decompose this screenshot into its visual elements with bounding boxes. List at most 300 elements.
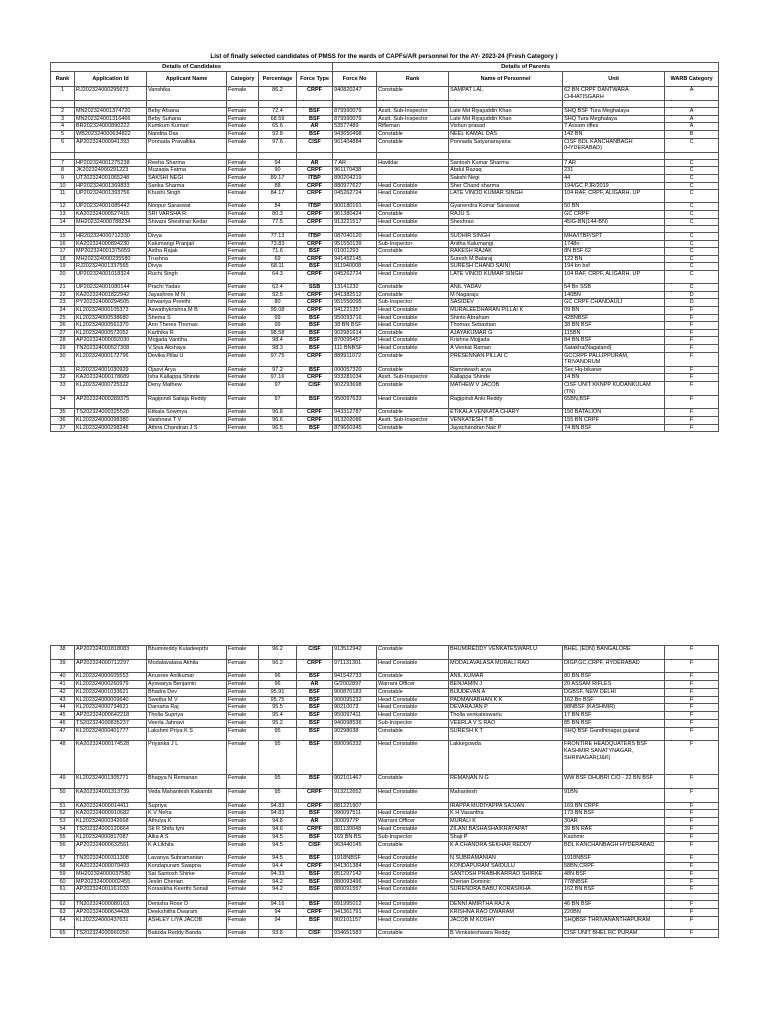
cell-category: Female <box>227 263 259 271</box>
cell-force-no: 950093716 <box>333 314 377 322</box>
cell-applicant-name: Ishwariya Preethi <box>147 299 227 307</box>
cell-application-id: MN202324001374720 <box>75 108 147 116</box>
cell-warb-category: F <box>665 916 719 930</box>
cell-warb-category: C <box>665 210 719 218</box>
cell-warb-category: F <box>665 930 719 938</box>
table-row <box>51 352 719 366</box>
cell-personnel-name: SURESH K T <box>449 727 563 741</box>
cell-category: Female <box>227 167 259 175</box>
cell-personnel-rank: Constable <box>377 366 449 374</box>
cell-rank: 55 <box>51 833 75 841</box>
table-row <box>51 284 719 292</box>
cell-category: Female <box>227 329 259 337</box>
cell-unit: FRONTIRE HEADQUATERS BSF KASHMIR SANATYNAGAR, SHRINAGAR(J&K) <box>563 741 665 775</box>
cell-force-type: CRPF <box>297 374 333 382</box>
cell-personnel-rank: Constable <box>377 646 449 660</box>
cell-rank: 26 <box>51 322 75 330</box>
cell-application-id: KL202324000725322 <box>75 381 147 395</box>
cell-percentage: 99.08 <box>259 307 297 315</box>
cell-percentage <box>259 894 297 901</box>
cell-percentage: 98.3 <box>259 345 297 353</box>
table-row <box>51 741 719 775</box>
cell-unit: 194 bn bsf <box>563 263 665 271</box>
cell-force-no: 943650498 <box>333 130 377 138</box>
cell-category: Female <box>227 381 259 395</box>
cell-rank: 12 <box>51 203 75 211</box>
cell-warb-category: F <box>665 307 719 315</box>
cell-rank: 38 <box>51 646 75 660</box>
cell-warb-category: F <box>665 878 719 886</box>
cell-category: Female <box>227 210 259 218</box>
cell-percentage: 97.2 <box>259 366 297 374</box>
cell-category: Female <box>227 182 259 190</box>
cell-percentage: 98.58 <box>259 329 297 337</box>
column-header-category: Category <box>227 72 259 87</box>
table-row <box>51 788 719 802</box>
cell-personnel-rank: Sub-Inspector <box>377 299 449 307</box>
cell-force-no: 890204219 <box>333 174 377 182</box>
cell-rank: 57 <box>51 855 75 863</box>
cell-percentage: 99 <box>259 322 297 330</box>
cell-rank: 62 <box>51 901 75 909</box>
cell-applicant-name: Etikala Sowmya <box>147 409 227 417</box>
table-row <box>51 115 719 123</box>
cell-percentage: 95.4 <box>259 712 297 720</box>
cell-personnel-rank: Head Constable <box>377 741 449 775</box>
cell-force-type: BSF <box>297 396 333 409</box>
cell-unit: 194/GC PJR/2019 <box>563 182 665 190</box>
cell-application-id: RJ202324001337565 <box>75 263 147 271</box>
cell-percentage: 65.6 <box>259 123 297 131</box>
cell-category: Female <box>227 409 259 417</box>
cell-application-id: AP202324000642218 <box>75 712 147 720</box>
table-row <box>51 130 719 138</box>
cell-applicant-name: Bhagya N Remanan <box>147 775 227 789</box>
cell-rank: 52 <box>51 810 75 818</box>
cell-unit: 1918NBSF <box>563 855 665 863</box>
cell-personnel-rank: Constable <box>377 409 449 417</box>
cell-personnel-rank: Head Constable <box>377 337 449 345</box>
cell-warb-category: C <box>665 271 719 284</box>
cell-percentage: 72.4 <box>259 108 297 116</box>
cell-rank: 8 <box>51 167 75 175</box>
cell-force-no: 111 BNBSF <box>333 345 377 353</box>
cell-application-id: WB202324000634822 <box>75 130 147 138</box>
group-header-candidates: Details of Candidates <box>51 63 333 72</box>
cell-applicant-name: Divya <box>147 233 227 241</box>
cell-personnel-rank: Rifleman <box>377 123 449 131</box>
cell-personnel-name: Kallappa Shinde <box>449 374 563 382</box>
cell-applicant-name: Lakshmi Priya K S <box>147 727 227 741</box>
cell-force-type <box>297 226 333 233</box>
cell-warb-category: A <box>665 108 719 116</box>
cell-rank: 7 <box>51 159 75 167</box>
cell-application-id: TS202324000325528 <box>75 409 147 417</box>
cell-personnel-name: Mahantesh <box>449 788 563 802</box>
cell-percentage: 94.4 <box>259 862 297 870</box>
cell-applicant-name: Astha Rajak <box>147 248 227 256</box>
cell-rank: 37 <box>51 424 75 432</box>
cell-force-no: 087040120 <box>333 233 377 241</box>
cell-application-id: HP202324001275238 <box>75 159 147 167</box>
cell-unit: 231 <box>563 167 665 175</box>
cell-personnel-name: Sheshrao <box>449 218 563 226</box>
cell-rank: 4 <box>51 123 75 131</box>
cell-unit: 162 Bn BSF <box>563 696 665 704</box>
cell-warb-category: A <box>665 123 719 131</box>
table-row <box>51 855 719 863</box>
cell-rank: 54 <box>51 825 75 833</box>
table-row <box>51 248 719 256</box>
cell-application-id: TN202324000527308 <box>75 345 147 353</box>
cell-personnel-name: MURALI K <box>449 818 563 826</box>
table-row <box>51 704 719 712</box>
cell-percentage: 68.11 <box>259 263 297 271</box>
cell-percentage: 96.8 <box>259 409 297 417</box>
cell-percentage: 96.6 <box>259 416 297 424</box>
candidates-table-continued <box>50 645 719 938</box>
cell-applicant-name: Bhumireddy Kuladeepthi <box>147 646 227 660</box>
cell-rank: 33 <box>51 381 75 395</box>
table-row <box>51 775 719 789</box>
cell-percentage: 95 <box>259 727 297 741</box>
cell-personnel-rank: Asstt. Sub-Inspector <box>377 108 449 116</box>
cell-application-id: UP202324001085442 <box>75 203 147 211</box>
cell-percentage: 77.13 <box>259 233 297 241</box>
cell-force-type: CRPF <box>297 271 333 284</box>
cell-rank: 46 <box>51 719 75 727</box>
cell-rank <box>51 894 75 901</box>
cell-personnel-rank: Head Constable <box>377 218 449 226</box>
cell-percentage: 96.2 <box>259 659 297 673</box>
cell-rank: 34 <box>51 396 75 409</box>
cell-warb-category: F <box>665 870 719 878</box>
cell-application-id: KL202324000817087 <box>75 833 147 841</box>
cell-force-type: CRPF <box>297 416 333 424</box>
cell-percentage: 80.3 <box>259 210 297 218</box>
cell-category: Female <box>227 673 259 681</box>
cell-warb-category: C <box>665 182 719 190</box>
cell-unit: Sec Hq-bikaner <box>563 366 665 374</box>
cell-personnel-name: Gyanendra Kumar Saraswat <box>449 203 563 211</box>
cell-rank: 53 <box>51 818 75 826</box>
cell-personnel-name: KRISHNA RAO DWARAM <box>449 908 563 916</box>
cell-personnel-name: Cherian Dominic <box>449 878 563 886</box>
table-row <box>51 322 719 330</box>
cell-unit: 44 <box>563 174 665 182</box>
cell-percentage: 64.3 <box>259 271 297 284</box>
cell-unit: 30AR <box>563 818 665 826</box>
cell-force-type: AR <box>297 680 333 688</box>
cell-category: Female <box>227 775 259 789</box>
cell-personnel-rank: Head Constable <box>377 314 449 322</box>
column-header-unit: Unit <box>563 72 665 87</box>
cell-application-id: UP202324001393756 <box>75 190 147 203</box>
cell-application-id: KL202324000105373 <box>75 307 147 315</box>
cell-applicant-name: Denisha Rose D <box>147 901 227 909</box>
cell-applicant-name: Priyanka J L <box>147 741 227 775</box>
cell-applicant-name: Ayswarya Benjamin <box>147 680 227 688</box>
cell-force-type: ITBP <box>297 174 333 182</box>
cell-rank: 49 <box>51 775 75 789</box>
cell-force-type: BSF <box>297 130 333 138</box>
cell-application-id: KA202324000894230 <box>75 240 147 248</box>
cell-category: Female <box>227 366 259 374</box>
cell-applicant-name: Athulya K <box>147 818 227 826</box>
cell-percentage <box>259 152 297 159</box>
cell-personnel-rank: Head Constable <box>377 788 449 802</box>
cell-application-id: RJ202324001030929 <box>75 366 147 374</box>
cell-unit: 58BN,CRPF <box>563 862 665 870</box>
cell-personnel-rank: Asstt. Sub-Inspector <box>377 115 449 123</box>
cell-force-no: 941221357 <box>333 307 377 315</box>
cell-warb-category: B <box>665 130 719 138</box>
cell-personnel-rank: Constable <box>377 688 449 696</box>
cell-personnel-name: DEVARAJAN P <box>449 704 563 712</box>
cell-force-type: BSF <box>297 115 333 123</box>
cell-rank: 36 <box>51 416 75 424</box>
cell-application-id: UT202324001065248 <box>75 174 147 182</box>
cell-application-id: KL202324000298248 <box>75 424 147 432</box>
cell-personnel-name: Jayachandran Nair P <box>449 424 563 432</box>
cell-application-id: KA202324000527415 <box>75 210 147 218</box>
cell-application-id: KA202324000910682 <box>75 810 147 818</box>
cell-personnel-rank: Constable <box>377 424 449 432</box>
cell-force-type: BSF <box>297 810 333 818</box>
cell-warb-category: F <box>665 374 719 382</box>
cell-percentage: 96 <box>259 680 297 688</box>
cell-warb-category: A <box>665 87 719 101</box>
cell-personnel-rank: Head Constable <box>377 901 449 909</box>
cell-personnel-rank: Head Constable <box>377 396 449 409</box>
cell-force-type: CRPF <box>297 87 333 101</box>
cell-force-type: BSF <box>297 901 333 909</box>
table-row <box>51 878 719 886</box>
cell-application-id: KA202324000079493 <box>75 862 147 870</box>
cell-rank: 27 <box>51 329 75 337</box>
cell-personnel-rank <box>377 894 449 901</box>
table-row <box>51 930 719 938</box>
cell-personnel-name: NEEL KAMAL DAS <box>449 130 563 138</box>
cell-rank: 10 <box>51 182 75 190</box>
table-row <box>51 182 719 190</box>
cell-unit: 20 ASSAM RIFLES <box>563 680 665 688</box>
cell-rank: 65 <box>51 930 75 938</box>
cell-applicant-name: Ponnada Pravallika <box>147 138 227 152</box>
cell-force-type: CRPF <box>297 862 333 870</box>
cell-percentage: 88 <box>259 182 297 190</box>
cell-application-id: JK202324000291223 <box>75 167 147 175</box>
cell-force-no: 851297142 <box>333 870 377 878</box>
cell-application-id: KL202324000605553 <box>75 673 147 681</box>
cell-force-type <box>297 101 333 108</box>
cell-applicant-name: V.Siva Akshaya <box>147 345 227 353</box>
cell-application-id: TS202324000120664 <box>75 825 147 833</box>
table-row <box>51 108 719 116</box>
cell-unit: GCCRPF PALLIPPURAM, TRIVANDRUM <box>563 352 665 366</box>
cell-unit: 150 BATALION <box>563 409 665 417</box>
cell-personnel-rank: Asstt. Sub-Inspector <box>377 416 449 424</box>
cell-warb-category: F <box>665 396 719 409</box>
cell-applicant-name: Beby Afsana <box>147 108 227 116</box>
cell-category: Female <box>227 870 259 878</box>
cell-application-id: KL202324000260979 <box>75 680 147 688</box>
cell-application-id: UP202324001018324 <box>75 271 147 284</box>
cell-force-no: 3000977P <box>333 818 377 826</box>
cell-warb-category: F <box>665 704 719 712</box>
cell-category: Female <box>227 108 259 116</box>
table-row <box>51 696 719 704</box>
table-row <box>51 870 719 878</box>
cell-application-id: KA202324000014411 <box>75 802 147 810</box>
cell-personnel-rank <box>377 255 449 263</box>
cell-category: Female <box>227 862 259 870</box>
cell-percentage: 94.83 <box>259 802 297 810</box>
cell-percentage: 84.17 <box>259 190 297 203</box>
cell-percentage: 97.6 <box>259 138 297 152</box>
cell-rank: 43 <box>51 696 75 704</box>
cell-applicant-name: Kalumangi Pranjali <box>147 240 227 248</box>
cell-rank: 63 <box>51 908 75 916</box>
table-row <box>51 833 719 841</box>
cell-applicant-name: Ruchi Singh <box>147 271 227 284</box>
cell-rank: 14 <box>51 218 75 226</box>
column-header-force-type: Force Type <box>297 72 333 87</box>
cell-personnel-name <box>449 101 563 108</box>
cell-force-no: 902981614 <box>333 329 377 337</box>
cell-category: Female <box>227 416 259 424</box>
cell-warb-category: F <box>665 741 719 775</box>
cell-force-type: BSF <box>297 248 333 256</box>
table-row <box>51 271 719 284</box>
cell-force-no: 7 AR <box>333 159 377 167</box>
cell-personnel-rank: Constable <box>377 130 449 138</box>
cell-category <box>227 101 259 108</box>
cell-application-id: TS202324000960256 <box>75 930 147 938</box>
cell-category: Female <box>227 138 259 152</box>
cell-unit: SHQ BSF Gandhinagar,gujarat <box>563 727 665 741</box>
cell-personnel-rank <box>377 152 449 159</box>
cell-percentage: 97 <box>259 381 297 395</box>
cell-personnel-name: M Nagaraju <box>449 291 563 299</box>
cell-force-type: SSB <box>297 284 333 292</box>
cell-category: Female <box>227 174 259 182</box>
cell-personnel-name: LATE VINOD KUMAR SINGH <box>449 190 563 203</box>
cell-category: Female <box>227 659 259 673</box>
cell-force-type: CRPF <box>297 409 333 417</box>
cell-unit: 45IG-BN(144-BN) <box>563 218 665 226</box>
cell-force-type: CRPF <box>297 182 333 190</box>
cell-application-id: AP202324000634428 <box>75 908 147 916</box>
cell-applicant-name: Ann Theres Thomas <box>147 322 227 330</box>
cell-force-type: BSF <box>297 329 333 337</box>
cell-applicant-name: Sarika Sharma <box>147 182 227 190</box>
cell-category: Female <box>227 802 259 810</box>
cell-force-type: BSF <box>297 314 333 322</box>
cell-unit <box>563 101 665 108</box>
cell-force-no: 951550139 <box>333 240 377 248</box>
cell-applicant-name: Darsana Raj <box>147 704 227 712</box>
cell-force-no: 940098536 <box>333 719 377 727</box>
cell-force-no: 941361791 <box>333 908 377 916</box>
cell-personnel-rank: Head Constable <box>377 825 449 833</box>
cell-applicant-name: Shivani Sheshrao Kedar <box>147 218 227 226</box>
cell-personnel-rank: Head Constable <box>377 233 449 241</box>
cell-personnel-rank: Head Constable <box>377 322 449 330</box>
cell-warb-category: F <box>665 696 719 704</box>
cell-unit: 778NBSF <box>563 878 665 886</box>
cell-personnel-name: Sakshi Negi <box>449 174 563 182</box>
cell-category: Female <box>227 291 259 299</box>
table-row <box>51 908 719 916</box>
table-row <box>51 366 719 374</box>
cell-percentage: 94.2 <box>259 878 297 886</box>
cell-personnel-name <box>449 226 563 233</box>
cell-personnel-rank: Head Constable <box>377 916 449 930</box>
cell-warb-category: F <box>665 818 719 826</box>
table-row <box>51 409 719 417</box>
cell-applicant-name: Shema S <box>147 314 227 322</box>
cell-category: Female <box>227 688 259 696</box>
cell-force-type: BSF <box>297 366 333 374</box>
cell-rank: 39 <box>51 659 75 673</box>
cell-personnel-rank <box>377 167 449 175</box>
table-row <box>51 337 719 345</box>
cell-force-type: CISF <box>297 646 333 660</box>
cell-force-no: 045262724 <box>333 190 377 203</box>
cell-category: Female <box>227 352 259 366</box>
cell-personnel-rank <box>377 101 449 108</box>
cell-percentage: 94.33 <box>259 870 297 878</box>
cell-applicant-name: Prachi Yadav <box>147 284 227 292</box>
cell-warb-category: F <box>665 862 719 870</box>
cell-category: Female <box>227 696 259 704</box>
cell-unit: 17 BN BSF <box>563 712 665 720</box>
cell-percentage: 73.83 <box>259 240 297 248</box>
cell-category: Female <box>227 218 259 226</box>
cell-force-no: 169 BN BS <box>333 833 377 841</box>
cell-rank: 32 <box>51 374 75 382</box>
table-row <box>51 673 719 681</box>
cell-personnel-rank: Head Constable <box>377 271 449 284</box>
cell-force-no: 950097633 <box>333 396 377 409</box>
cell-personnel-name: N SUBRAMANIAN <box>449 855 563 863</box>
cell-personnel-name: SURESH CHAND SAINI <box>449 263 563 271</box>
cell-force-type: CRPF <box>297 307 333 315</box>
cell-force-no: 961380424 <box>333 210 377 218</box>
cell-force-no: 880977627 <box>333 182 377 190</box>
cell-force-type: BSF <box>297 916 333 930</box>
cell-application-id: MH202324000235580 <box>75 255 147 263</box>
group-header-parents: Details of Parents <box>333 63 719 72</box>
table-row <box>51 862 719 870</box>
cell-force-no: 13141232 <box>333 284 377 292</box>
cell-percentage: 95.5 <box>259 704 297 712</box>
cell-rank: 48 <box>51 741 75 775</box>
cell-unit: 104 RAF, CRPF, ALIGARH, UP <box>563 271 665 284</box>
cell-warb-category: F <box>665 712 719 720</box>
cell-application-id: MH202324000788234 <box>75 218 147 226</box>
cell-personnel-name: PADMANABHAN K K <box>449 696 563 704</box>
cell-applicant-name: K A Likhita <box>147 841 227 855</box>
cell-personnel-rank: Head Constable <box>377 190 449 203</box>
cell-warb-category: C <box>665 174 719 182</box>
cell-category: Female <box>227 908 259 916</box>
cell-force-type <box>297 152 333 159</box>
cell-unit: 50 BN <box>563 203 665 211</box>
cell-force-no: 891995012 <box>333 901 377 909</box>
cell-personnel-rank: Constable <box>377 775 449 789</box>
